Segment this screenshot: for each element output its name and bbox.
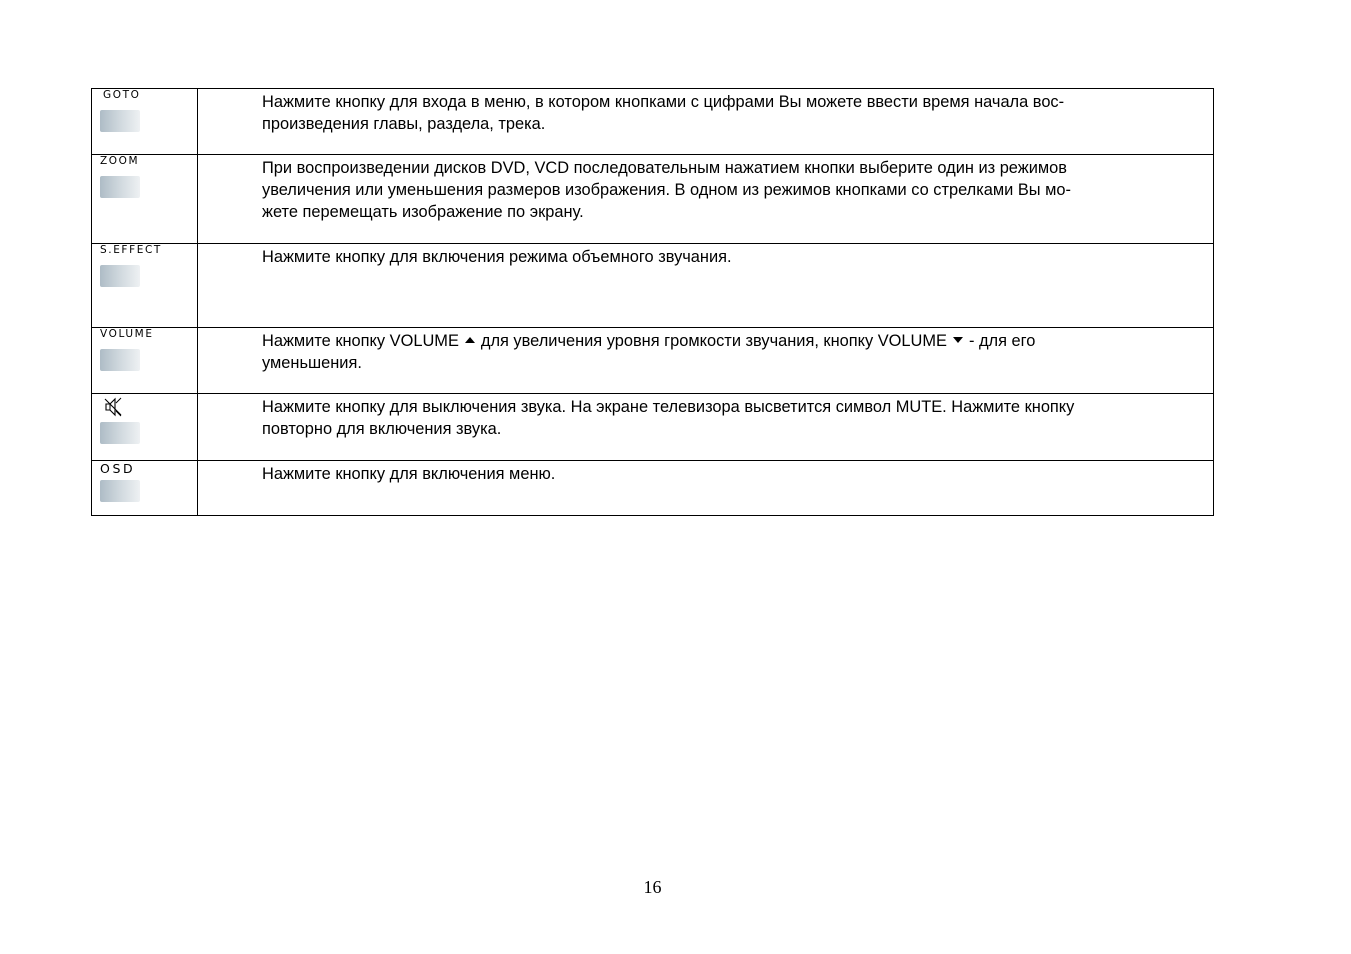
key-cell-mute [92,394,198,461]
key-cell-osd [92,461,198,516]
key-description: Нажмите кнопку для выключения звука. На экране телевизора высветится символ MUTE. Нажмите кнопку повторно для включения звука. [198,394,1214,461]
key-cell-goto [92,89,198,155]
key-description: Нажмите кнопку для включения меню. [198,461,1214,516]
remote-keys-table [91,88,1214,516]
triangle-down-icon [953,337,963,343]
volume-desc-part1: Нажмите кнопку VOLUME [262,332,459,350]
page-number: 16 [643,877,662,897]
key-cell-zoom [92,155,198,244]
volume-desc-part2: для увеличения уровня громкости звучания, кнопку VOLUME [480,332,947,350]
goto-button-icon [100,110,140,132]
table-row [92,394,1214,461]
mute-speaker-icon [92,394,197,418]
key-label-goto: GOTO [103,89,141,101]
key-description: Нажмите кнопку для включения режима объемного звучания. [198,244,1214,328]
table-row [92,244,1214,328]
mute-button-icon [100,422,140,444]
table-row [92,89,1214,155]
table-row [92,155,1214,244]
key-description: При воспроизведении дисков DVD, VCD последовательным нажатием кнопки выберите один из режимов увеличения или уменьшения размеров изображения. В одном из режимов кнопками со стрелками Вы мо- жете перемещать изображение по экрану. [198,155,1214,244]
key-cell-volume [92,328,198,394]
key-label-zoom: ZOOM [100,155,140,167]
key-label-osd: OSD [100,461,136,475]
seffect-button-icon [100,265,140,287]
key-description [198,328,1214,394]
table-row [92,328,1214,394]
zoom-button-icon [100,176,140,198]
volume-desc-part3: - для его [968,332,1036,350]
triangle-up-icon [465,337,475,343]
key-cell-seffect [92,244,198,328]
osd-button-icon [100,480,140,502]
key-description: Нажмите кнопку для входа в меню, в котором кнопками с цифрами Вы можете ввести время начала вос- произведения главы, раздела, трека. [198,89,1214,155]
key-label-seffect: S.EFFECT [100,244,162,256]
key-label-volume: VOLUME [100,328,154,340]
volume-desc-part4: уменьшения. [262,354,362,372]
table-row [92,461,1214,516]
volume-button-icon [100,349,140,371]
